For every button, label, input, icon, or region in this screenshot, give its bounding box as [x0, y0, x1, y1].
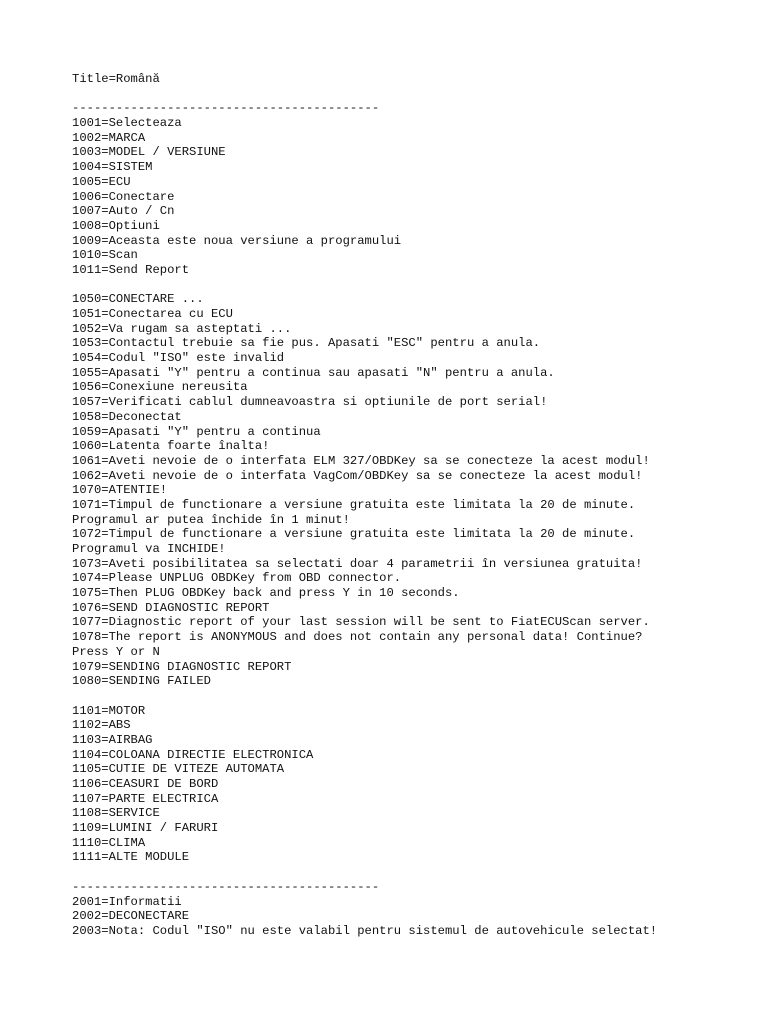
text-line: 1104=COLOANA DIRECTIE ELECTRONICA	[72, 747, 314, 762]
text-line: 2002=DECONECTARE	[72, 909, 190, 924]
text-line: 1102=ABS	[72, 718, 131, 733]
text-line: 1070=ATENTIE!	[72, 483, 168, 498]
section-general	[72, 116, 752, 278]
separator-line: ------------------------------------------	[72, 101, 380, 116]
text-line: 1011=Send Report	[72, 262, 190, 277]
text-line: Press Y or N	[72, 644, 160, 659]
text-line: 1109=LUMINI / FARURI	[72, 821, 219, 836]
text-line: 1054=Codul "ISO" este invalid	[72, 351, 285, 366]
text-line: 1111=ALTE MODULE	[72, 850, 190, 865]
text-line: 1108=SERVICE	[72, 806, 160, 821]
text-line: 1107=PARTE ELECTRICA	[72, 791, 219, 806]
text-line: 1005=ECU	[72, 174, 131, 189]
text-line: 1061=Aveti nevoie de o interfata ELM 327/OBDKey sa se conecteze la acest modul!	[72, 453, 650, 468]
blank-line	[72, 87, 752, 102]
text-line: 1106=CEASURI DE BORD	[72, 777, 219, 791]
text-line: Programul va INCHIDE!	[72, 542, 226, 556]
text-line: 1073=Aveti posibilitatea sa selectati doar 4 parametrii în versiunea gratuita!	[72, 556, 643, 571]
text-line: 1105=CUTIE DE VITEZE AUTOMATA	[72, 762, 285, 777]
document-page	[72, 72, 752, 939]
text-line: 1059=Apasati "Y" pentru a continua	[72, 424, 321, 439]
text-line: 1002=MARCA	[72, 130, 146, 145]
text-line: 2003=Nota: Codul "ISO" nu este valabil pentru sistemul de autovehicule selectat!	[72, 923, 658, 938]
section-modules	[72, 704, 752, 866]
text-line: 1103=AIRBAG	[72, 732, 153, 747]
text-line: 1079=SENDING DIAGNOSTIC REPORT	[72, 659, 292, 674]
title-line: Title=Română	[72, 72, 160, 86]
text-line: 1074=Please UNPLUG OBDKey from OBD connector.	[72, 571, 402, 586]
text-line: 1076=SEND DIAGNOSTIC REPORT	[72, 600, 270, 615]
blank-line	[72, 689, 752, 704]
text-line: 1101=MOTOR	[72, 703, 146, 718]
text-line: 1003=MODEL / VERSIUNE	[72, 145, 226, 160]
text-line: 1050=CONECTARE ...	[72, 292, 204, 307]
blank-line	[72, 278, 752, 293]
text-line: 1058=Deconectat	[72, 409, 182, 424]
text-line: Programul ar putea închide în 1 minut!	[72, 512, 350, 527]
text-line: 1110=CLIMA	[72, 835, 146, 850]
text-line: 1072=Timpul de functionare a versiune gratuita este limitata la 20 de minute.	[72, 527, 636, 542]
text-line: 1075=Then PLUG OBDKey back and press Y in 10 seconds.	[72, 586, 460, 601]
text-line: 1071=Timpul de functionare a versiune gratuita este limitata la 20 de minute.	[72, 497, 636, 512]
text-line: 1007=Auto / Cn	[72, 204, 175, 219]
text-line: 1008=Optiuni	[72, 218, 160, 233]
text-line: 1062=Aveti nevoie de o interfata VagCom/OBDKey sa se conecteze la acest modul!	[72, 468, 643, 483]
text-line: 1077=Diagnostic report of your last session will be sent to FiatECUScan server.	[72, 615, 650, 630]
text-line: 1001=Selecteaza	[72, 116, 182, 131]
text-line: 1078=The report is ANONYMOUS and does not contain any personal data! Continue?	[72, 630, 643, 645]
text-line: 1060=Latenta foarte înalta!	[72, 439, 270, 454]
text-line: 1055=Apasati "Y" pentru a continua sau apasati "N" pentru a anula.	[72, 365, 555, 380]
text-line: 1052=Va rugam sa asteptati ...	[72, 321, 292, 336]
text-line: 2001=Informatii	[72, 894, 182, 909]
text-line: 1056=Conexiune nereusita	[72, 380, 248, 395]
text-line: 1009=Aceasta este noua versiune a programului	[72, 233, 402, 248]
text-line: 1006=Conectare	[72, 189, 175, 204]
text-line: 1010=Scan	[72, 248, 138, 263]
text-line: 1057=Verificati cablul dumneavoastra si optiunile de port serial!	[72, 395, 548, 410]
blank-line	[72, 865, 752, 880]
section-info	[72, 895, 752, 939]
text-line: 1053=Contactul trebuie sa fie pus. Apasati "ESC" pentru a anula.	[72, 336, 541, 351]
text-line: 1004=SISTEM	[72, 160, 153, 175]
text-line: 1051=Conectarea cu ECU	[72, 307, 233, 321]
section-connection	[72, 292, 752, 689]
separator-line: ------------------------------------------	[72, 879, 380, 894]
text-line: 1080=SENDING FAILED	[72, 674, 211, 689]
